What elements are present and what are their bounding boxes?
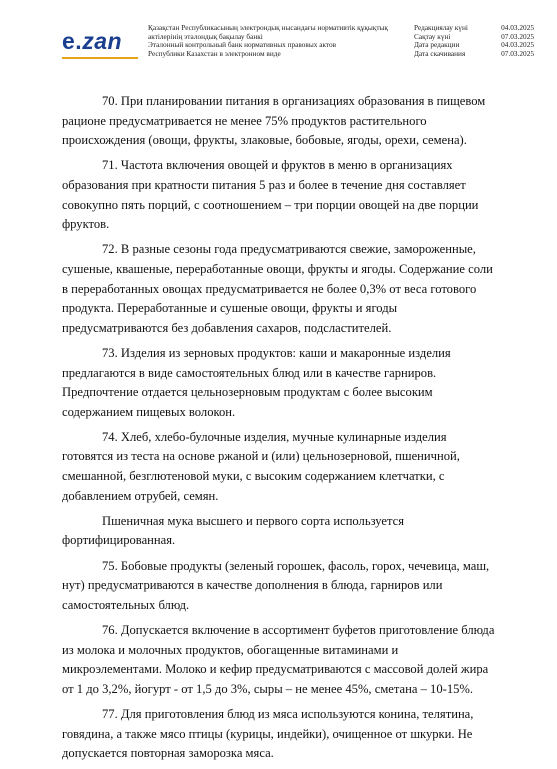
meta-value: 04.03.2025	[501, 23, 534, 32]
meta-value: 07.03.2025	[501, 31, 534, 41]
paragraph-73: 73. Изделия из зерновых продуктов: каши и макаронные изделия предлагаются в виде самостоятельных блюд или в качестве гарниров. Предпочтение отдается цельнозерновым продуктам с более высоким содержанием пищевых волокон.	[62, 345, 451, 419]
logo-zan: zan	[82, 28, 123, 54]
header-dates	[414, 24, 534, 58]
meta-label: Редакциялау күні	[414, 23, 468, 32]
meta-label: Сақтау күні	[414, 31, 451, 41]
paragraph-71: 71. Частота включения овощей и фруктов в меню в организациях образования при кратности питания 5 раз и более в течение дня составляет совокупно пять порций, с соотношением – три порции овощей на две порции фруктов.	[62, 158, 479, 232]
ezan-logo[interactable]	[62, 30, 122, 53]
logo-e: e.	[62, 28, 83, 54]
paragraph-75: 75. Бобовые продукты (зеленый горошек, фасоль, горох, чечевица, маш, нут) предусматриваются в качестве дополнения в блюда, гарниров или самостоятельных блюд.	[62, 558, 490, 612]
paragraph-76: 76. Допускается включение в ассортимент буфетов приготовление блюда из молока и молочных продуктов, обогащенные витаминами и микроэлементами. Молоко и кефир предусматриваются с массовой долей жира от 1 до 3,2%, йогурт - от 1,5 до 3%, сыры – не менее 45%, сметана – 10-15%.	[62, 623, 495, 696]
document-header	[0, 0, 557, 70]
header-line-2: актілерінің эталондық бақылау банкі	[148, 31, 263, 41]
meta-value: 04.03.2025	[501, 40, 534, 49]
header-line-1: Қазақстан Республикасының электрондық нысандағы нормативтік құқықтық	[148, 23, 388, 32]
paragraph-70: 70. При планировании питания в организациях образования в пищевом рационе предусматривается не менее 75% продуктов растительного происхождения (овощи, фрукты, злаковые, бобовые, ягоды, орехи, семена).	[62, 94, 486, 148]
meta-row-download-date-ru	[414, 50, 534, 59]
paragraph-77: 77. Для приготовления блюд из мяса используются конина, телятина, говядина, а также мясо птицы (курицы, индейки), очищенное от шкурки. Не допускается повторная заморозка мяса.	[62, 706, 474, 761]
meta-label: Дата редакции	[414, 40, 460, 49]
paragraph-72: 72. В разные сезоны года предусматриваются свежие, замороженные, сушеные, квашеные, переработанные овощи, фрукты и ягоды. Содержание соли в переработанных овощах предусматривается не более 0,3% от веса готового продукта. Переработанные и сушеные овощи, фрукты и ягоды предусматриваются без добавления сахаров, подсластителей.	[62, 242, 493, 335]
header-line-3: Эталонный контрольный банк нормативных правовых актов	[148, 40, 337, 49]
header-bank-title	[148, 24, 408, 58]
paragraph-74: 74. Хлеб, хлебо-булочные изделия, мучные кулинарные изделия готовятся из теста на основе ржаной и (или) цельнозерновой, пшеничной, смешанной, безглютеновой муки, с высоким содержанием клетчатки, с добавлением отрубей, семян.	[62, 429, 460, 503]
logo-underline	[62, 57, 138, 59]
document-body	[62, 92, 498, 769]
meta-label: Дата скачивания	[414, 48, 466, 58]
header-line-4: Республики Казахстан в электронном виде	[148, 48, 281, 58]
meta-value: 07.03.2025	[501, 48, 534, 58]
paragraph-74-note: Пшеничная мука высшего и первого сорта используется фортифицированная.	[62, 513, 405, 548]
